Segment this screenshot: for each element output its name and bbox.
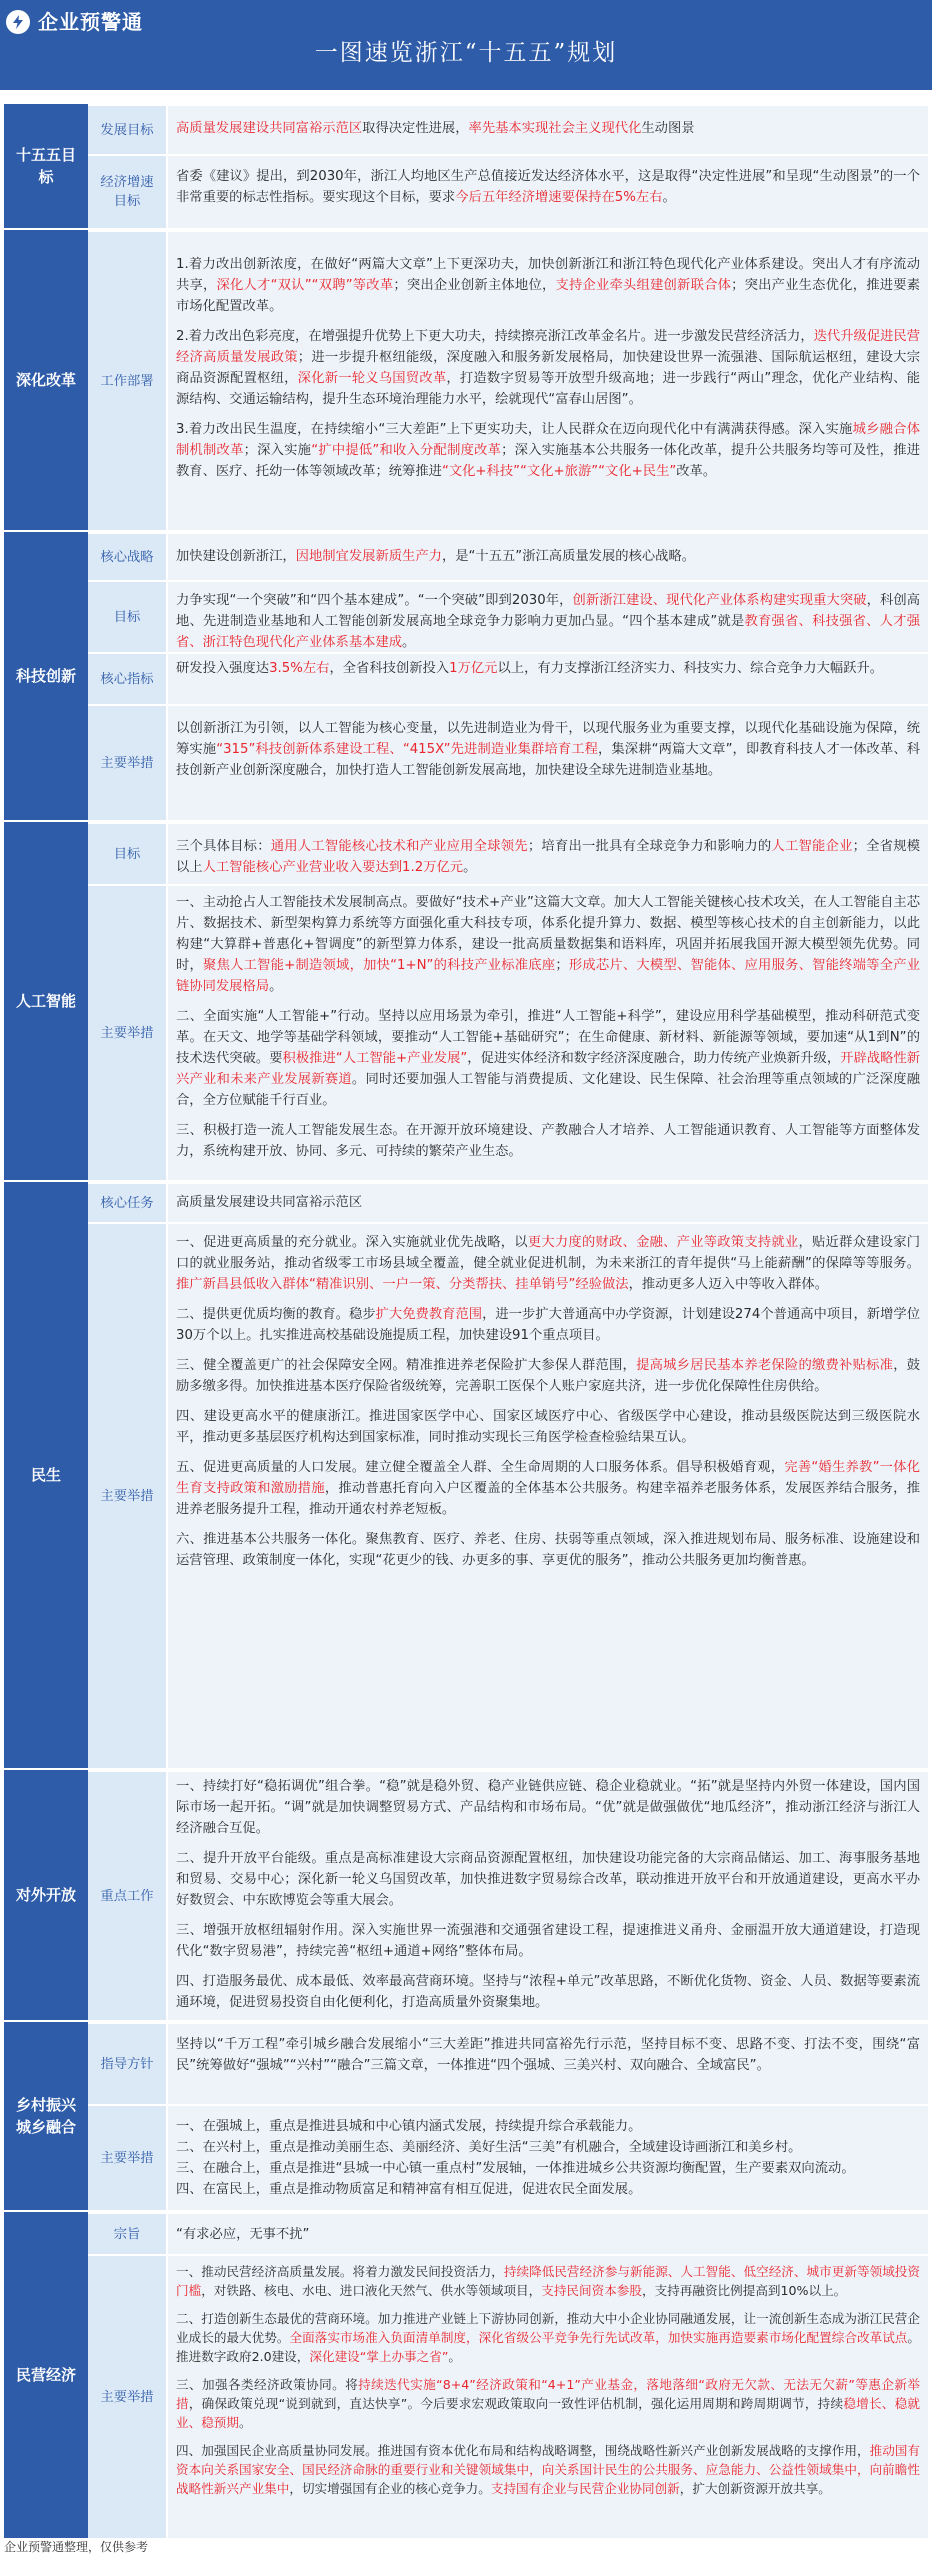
section-label: 十五五目标 <box>4 104 88 228</box>
row-content <box>168 582 928 652</box>
row-label: 主要举措 <box>88 886 168 1180</box>
body-text: 改革。 <box>676 464 717 479</box>
body-text: ，鼓励多缴多得。加快推进基本医疗保险省级统筹，完善职工医保个人账户家庭共济，进一步优化保障性住房供给。 <box>176 1358 921 1394</box>
paragraph <box>176 326 920 410</box>
paragraph <box>176 2309 920 2366</box>
body-text: 四、建设更高水平的健康浙江。推进国家医学中心、国家区域医疗中心、省级医学中心建设，推动县级医院达到三级医院水平，推动更多基层医疗机构达到国家标准，同时推动实现长三角医学检查检验结果互认。 <box>176 1409 920 1445</box>
paragraph <box>176 1776 920 1839</box>
body-text: ，是“十五五”浙江高质量发展的核心战略。 <box>441 549 696 564</box>
paragraph <box>176 1529 920 1571</box>
body-text: ，促进实体经济和数字经济深度融合，助力传统产业焕新升级， <box>467 1051 841 1066</box>
body-text: 。 <box>662 190 676 205</box>
body-text: 三、在融合上，重点是推进“县城一中心镇一重点村”发展轴，一体推进城乡公共资源均衡配置，生产要素双向流动。 <box>176 2161 855 2176</box>
body-text: 取得决定性进展， <box>362 121 469 136</box>
body-text: ，集深耕“两篇大文章”，即教育科技人才一体改革、科技创新产业创新深度融合，加快打造人工智能创新发展高地，加快建设全球先进制造业基地。 <box>176 742 921 778</box>
highlight-text: 提高城乡居民基本养老保险的缴费补贴标准 <box>636 1358 894 1373</box>
paragraph <box>176 2218 920 2245</box>
row-label: 核心战略 <box>88 534 168 580</box>
row-content <box>168 886 928 1180</box>
paragraph <box>176 1406 920 1448</box>
highlight-text: 支持企业牵头组建创新联合体 <box>555 278 732 293</box>
row-core-task <box>88 1182 928 1222</box>
row-core-strategy <box>88 532 928 580</box>
section-label: 乡村振兴城乡融合 <box>4 2022 88 2210</box>
row-content <box>168 1772 928 2020</box>
highlight-text: 人工智能核心产业营业收入要达到1.2万亿元 <box>202 860 464 875</box>
row-measures <box>88 2254 928 2538</box>
highlight-text: 高质量发展建设共同富裕示范区 <box>176 121 363 136</box>
highlight-text: 深化人才“双认”“双聘”等改革 <box>216 278 394 293</box>
highlight-text: “315”科技创新体系建设工程、“415X”先进制造业集群培育工程 <box>216 742 599 757</box>
body-text: 以上，有力支撑浙江经济实力、科技实力、综合竞争力大幅跃升。 <box>497 661 884 676</box>
highlight-text: 持续迭代实施“8+4”经济政策和“4+1”产业基金，落地落细“政府无欠款、无法无欠薪”等惠企新举措 <box>176 2377 920 2411</box>
body-text: 一、推动民营经济高质量发展。将着力激发民间投资活力， <box>176 2264 504 2279</box>
body-text: ，贴近群众建设家门口的就业服务站，推动省级零工市场县域全覆盖，健全就业促进机制，为未来浙江的青年提供“马上能薪酬”的保障等等服务。 <box>176 1235 921 1271</box>
body-text: ；突出企业创新主体地位， <box>393 278 556 293</box>
paragraph <box>176 254 920 317</box>
section-label: 民营经济 <box>4 2212 88 2538</box>
highlight-text: 开辟战略性新兴产业和未来产业发展新赛道 <box>176 1051 921 1087</box>
paragraph <box>176 1457 920 1520</box>
section-tech-innovation <box>4 532 928 820</box>
body-text: 生动图景 <box>641 121 695 136</box>
body-text: ；突出产业生态优化，推进要素市场化配置改革。 <box>176 278 921 314</box>
body-text: 坚持以“千万工程”牵引城乡融合发展缩小“三大差距”推进共同富裕先行示范，坚持目标不变、思路不变、打法不变，围绕“富民”统筹做好“强城”“兴村”“融合”三篇文章，一体推进“四个强城、三美兴村、双向融合、全域富民”。 <box>176 2037 920 2073</box>
paragraph <box>176 160 920 208</box>
section-label: 民生 <box>4 1182 88 1768</box>
highlight-text: 全面落实市场准入负面清单制度，深化省级公平竞争先行先试改革，加快实施再造要素市场化配置综合改革试点 <box>289 2330 908 2345</box>
row-measures <box>88 704 928 820</box>
body-text: 四、打造服务最优、成本最低、效率最高营商环境。坚持与“浓程+单元”改革思路，不断优化货物、资金、人员、数据等要素流通环境，促进贸易投资自由化便利化，打造高质量外资聚集地。 <box>176 1974 920 2010</box>
paragraph <box>176 2375 920 2432</box>
body-text: ； <box>555 958 569 973</box>
highlight-text: 3.5%左右 <box>269 661 330 676</box>
paragraph <box>176 1006 920 1111</box>
paragraph <box>176 2441 920 2498</box>
row-label: 主要举措 <box>88 2106 168 2210</box>
body-text: ；全省规模以上 <box>176 839 921 875</box>
body-text: 以创新浙江为引领，以人工智能为核心变量，以先进制造业为骨干，以现代服务业为重要支撑，以现代化基础设施为保障，统筹实施 <box>176 721 920 757</box>
row-label: 主要举措 <box>88 706 168 820</box>
highlight-text: 聚焦人工智能+制造领域，加快“1+N”的科技产业标准底座 <box>203 958 556 973</box>
row-development-goal <box>88 104 928 154</box>
body-text: ；深入实施基本公共服务一体化改革，提升公共服务均等可及性，推进教育、医疗、托幼一体等领域改革；统筹推进 <box>176 443 921 479</box>
row-target <box>88 580 928 652</box>
highlight-text: 扩大免费教育范围 <box>375 1307 483 1322</box>
highlight-text: 支持民间资本参股 <box>541 2283 642 2298</box>
highlight-text: 推广新昌县低收入群体“精准识别、一户一策、分类帮扶、挂单销号”经验做法 <box>176 1277 629 1292</box>
row-content <box>168 106 928 154</box>
paragraph <box>176 1971 920 2013</box>
body-text: 四、在富民上，重点是推动物质富足和精神富有相互促进，促进农民全面发展。 <box>176 2182 642 2197</box>
highlight-text: 推动国有资本向关系国家安全、国民经济命脉的重要行业和关键领域集中，向关系国计民生的公共服务、应急能力、公益性领域集中，向前瞻性战略性新兴产业集中 <box>176 2443 921 2496</box>
body-text: 一、持续打好“稳拓调优”组合拳。“稳”就是稳外贸、稳产业链供应链、稳企业稳就业。“拓”就是坚持内外贸一体建设，国内国际市场一起开拓。“调”就是加快调整贸易方式、产品结构和市场布局。“优”就是做强做优“地瓜经济”，推动浙江经济与浙江人经济融合互促。 <box>176 1779 920 1836</box>
highlight-text: 支持国有企业与民营企业协同创新 <box>490 2481 680 2496</box>
body-text: ，全省科技创新投入 <box>329 661 450 676</box>
body-text: ，支持再融资比例提高到10%以上。 <box>641 2283 847 2298</box>
paragraph <box>176 828 920 878</box>
row-label: 经济增速目标 <box>88 156 168 228</box>
body-text: 加快建设创新浙江， <box>176 549 296 564</box>
section-label: 科技创新 <box>4 532 88 820</box>
paragraph <box>176 1355 920 1397</box>
row-target <box>88 822 928 884</box>
page-header <box>0 0 932 90</box>
row-label: 核心任务 <box>88 1184 168 1222</box>
body-text: 力争实现“一个突破”和“四个基本建成”。“一个突破”即到2030年， <box>176 593 573 608</box>
body-text: ，打造数字贸易等开放型升级高地；进一步践行“两山”理念，优化产业结构、能源结构、交通运输结构，提升生态环境治理能力水平，绘就现代“富春山居图”。 <box>176 371 921 407</box>
body-text: ，扩大创新资源开放共享。 <box>679 2481 831 2496</box>
highlight-text: 教育强省、科技强省、人才强省、浙江特色现代化产业体系基本建成 <box>176 614 921 650</box>
body-text: 研发投入强度达 <box>176 661 270 676</box>
brand-name: 企业预警通 <box>38 9 143 34</box>
body-text: ，对铁路、核电、水电、进口液化天然气、供水等领域项目， <box>201 2283 542 2298</box>
row-label: 指导方针 <box>88 2024 168 2104</box>
body-text: ，切实增强国有企业的核心竞争力。 <box>289 2481 491 2496</box>
highlight-text: 深化建设“掌上办事之省” <box>309 2349 449 2364</box>
body-text: 二、提供更优质均衡的教育。稳步 <box>176 1307 376 1322</box>
section-reform <box>4 230 928 530</box>
row-content <box>168 1224 928 1768</box>
body-text: ；培育出一批具有全球竞争力和影响力的 <box>527 839 772 854</box>
body-text: ，确保政策兑现“说到就到，直达快享”。今后要求宏观政策取向一致性评估机制，强化运用周期和跨周期调节，持续 <box>188 2396 844 2411</box>
row-content <box>168 2256 928 2538</box>
row-content <box>168 1184 928 1222</box>
row-work-plan <box>88 230 928 530</box>
row-content <box>168 2214 928 2254</box>
body-text: 省委《建议》提出，到2030年，浙江人均地区生产总值接近发达经济体水平，这是取得“决定性进展”和呈现“生动图景”的一个非常重要的标志性指标。要实现这个目标，要求 <box>176 169 920 205</box>
row-content <box>168 2106 928 2210</box>
body-text: 。 <box>269 979 283 994</box>
brand-logo <box>6 8 143 36</box>
highlight-text: 创新浙江建设、现代化产业体系构建实现重大突破 <box>572 593 867 608</box>
body-text: 三个具体目标： <box>176 839 271 854</box>
body-text: 三、增强开放枢纽辐射作用。深入实施世界一流强港和交通强省建设工程，提速推进义甬舟、金丽温开放大通道建设，打造现代化“数字贸易港”，持续完善“枢纽+通道+网络”整体布局。 <box>176 1923 920 1959</box>
body-text: ；深入实施 <box>243 443 312 458</box>
row-guiding-principle <box>88 2022 928 2104</box>
highlight-text: 持续降低民营经济参与新能源、人工智能、低空经济、城市更新等领域投资门槛 <box>176 2264 921 2298</box>
body-text: 一、促进更高质量的充分就业。深入实施就业优先战略，以 <box>176 1235 528 1250</box>
body-text: ，推动普惠托育向入户区覆盖的全体基本公共服务。构建幸福养老服务体系，发展医养结合服务，推进养老服务提升工程，推动开通农村养老短板。 <box>176 1481 921 1517</box>
row-content <box>168 824 928 884</box>
row-content <box>168 534 928 580</box>
row-core-indicator <box>88 652 928 704</box>
section-goals <box>4 104 928 228</box>
body-text: 四、加强国民企业高质量协同发展。推进国有资本优化布局和结构战略调整，围绕战略性新兴产业创新发展战略的支撑作用， <box>176 2443 870 2458</box>
body-text: 一、主动抢占人工智能技术发展制高点。要做好“技术+产业”这篇大文章。加大人工智能关键核心技术攻关，在人工智能自主芯片、数据技术、新型架构算力系统等方面强化重大科技专项，体系化提升算力、数据、模型等核心技术的自主创新能力，以此构建“大算群+普惠化+智调度”的新型算力体系，建设一批高质量数据集和语料库，巩固并拓展我国开源大模型领先优势。同时， <box>176 895 920 973</box>
footer-note: 企业预警通整理，仅供参考 <box>4 2540 149 2554</box>
body-text: 六、推进基本公共服务一体化。聚焦教育、医疗、养老、住房、扶弱等重点领域，深入推进规划布局、服务标准、设施建设和运营管理、政策制度一体化，实现“花更少的钱、办更多的事、享更优的服务”，推动公共服务更加均衡普惠。 <box>176 1532 920 1568</box>
body-text: ，推动更多人迈入中等收入群体。 <box>628 1277 829 1292</box>
paragraph <box>176 658 920 679</box>
highlight-text: 人工智能企业 <box>771 839 853 854</box>
row-growth-target <box>88 154 928 228</box>
body-text: ，科创高地、先进制造业基地和人工智能创新发展高地全球竞争力影响力更加凸显。“四个基本建成”就是 <box>176 593 921 629</box>
highlight-text: 率先基本实现社会主义现代化 <box>468 121 642 136</box>
body-text: 。 <box>402 635 416 650</box>
body-text: 二、在兴村上，重点是推动美丽生态、美丽经济、美好生活“三美”有机融合，全域建设诗画浙江和美乡村。 <box>176 2140 802 2155</box>
highlight-text: 城乡融合体制机制改革 <box>176 422 921 458</box>
body-text: ，进一步扩大普通高中办学资源，计划建设274个普通高中项目，新增学位30万个以上。扎实推进高校基础设施提质工程，加快建设91个重点项目。 <box>176 1307 921 1343</box>
section-rural-revitalization <box>4 2022 928 2210</box>
highlight-text: “文化+科技”“文化+旅游”“文化+民生” <box>441 464 677 479</box>
row-content <box>168 232 928 530</box>
paragraph <box>176 2110 920 2200</box>
row-label: 宗旨 <box>88 2214 168 2254</box>
row-content <box>168 654 928 704</box>
row-label: 重点工作 <box>88 1772 168 2020</box>
body-text: 二、打造创新生态最优的营商环境。加力推进产业链上下游协同创新，推动大中小企业协同融通发展，让一流创新生态成为浙江民营企业成长的最大优势。 <box>176 2311 920 2345</box>
body-text: 3.着力改出民生温度，在持续缩小“三大差距”上下更实功夫，让人民群众在迈向现代化中有满满获得感。深入实施 <box>176 422 853 437</box>
highlight-text: 形成芯片、大模型、智能体、应用服务、智能终端等全产业链协同发展格局 <box>176 958 921 994</box>
body-text: 高质量发展建设共同富裕示范区 <box>176 1195 363 1210</box>
paragraph <box>176 2028 920 2076</box>
row-label: 目标 <box>88 582 168 652</box>
section-ai <box>4 822 928 1180</box>
row-label: 目标 <box>88 824 168 884</box>
row-label: 工作部署 <box>88 232 168 530</box>
section-label: 人工智能 <box>4 822 88 1180</box>
paragraph <box>176 586 920 653</box>
section-label: 深化改革 <box>4 230 88 530</box>
paragraph <box>176 419 920 482</box>
section-label: 对外开放 <box>4 1770 88 2020</box>
paragraph <box>176 1848 920 1911</box>
body-text: 。 <box>238 2415 252 2430</box>
paragraph <box>176 1232 920 1295</box>
body-text: 。 <box>463 860 477 875</box>
highlight-text: 因地制宜发展新质生产力 <box>295 549 442 564</box>
body-text: 。 <box>448 2349 461 2364</box>
highlight-text: 更大力度的财政、金融、产业等政策支持就业 <box>527 1235 799 1250</box>
highlight-text: 积极推进“人工智能+产业发展” <box>282 1051 468 1066</box>
row-content <box>168 156 928 228</box>
paragraph <box>176 1120 920 1162</box>
paragraph <box>176 710 920 781</box>
lightning-bolt-icon <box>6 10 30 34</box>
body-text: 。推进数字政府2.0建设， <box>176 2330 921 2364</box>
paragraph <box>176 1920 920 1962</box>
body-text: 1.着力改出创新浓度，在做好“两篇大文章”上下更深功夫，加快创新浙江和浙江特色现代化产业体系建设。突出人才有序流动共享， <box>176 257 920 293</box>
row-content <box>168 706 928 820</box>
section-opening-up <box>4 1770 928 2020</box>
highlight-text: 通用人工智能核心技术和产业应用全球领先 <box>270 839 528 854</box>
highlight-text: 深化新一轮义乌国贸改革 <box>297 371 447 386</box>
body-text: 三、健全覆盖更广的社会保障安全网。精准推进养老保险扩大参保人群范围， <box>176 1358 637 1373</box>
row-content <box>168 2024 928 2104</box>
row-measures <box>88 884 928 1180</box>
row-key-work <box>88 1770 928 2020</box>
body-text: 二、提升开放平台能级。重点是高标准建设大宗商品资源配置枢纽，加快建设功能完备的大宗商品储运、加工、海事服务基地和贸易、交易中心；深化新一轮义乌国贸改革，加快推进数字贸易综合改革，联动推进开放平台和开放通道建设，更高水平办好数贸会、中东欧博览会等重大展会。 <box>176 1851 920 1908</box>
body-text: 一、在强城上，重点是推进县城和中心镇内涵式发展，持续提升综合承载能力。 <box>176 2119 642 2134</box>
highlight-text: 稳增长、稳就业、稳预期 <box>176 2396 921 2430</box>
highlight-text: 完善“婚生养教”一体化生育支持政策和激励措施 <box>176 1460 921 1496</box>
row-label: 主要举措 <box>88 1224 168 1768</box>
body-text: 五、促进更高质量的人口发展。建立健全覆盖全人群、全生命周期的人口服务体系。倡导积极婚育观， <box>176 1460 785 1475</box>
paragraph <box>176 2262 920 2300</box>
page-title: 一图速览浙江“十五五”规划 <box>314 40 618 66</box>
row-label: 主要举措 <box>88 2256 168 2538</box>
section-livelihood <box>4 1182 928 1768</box>
row-measures <box>88 1222 928 1768</box>
section-private-economy <box>4 2212 928 2538</box>
body-text: “有求必应，无事不扰” <box>176 2227 310 2242</box>
body-text: 。同时还要加强人工智能与消费提质、文化建设、民生保障、社会治理等重点领域的广泛深度融合，全方位赋能千行百业。 <box>176 1072 921 1108</box>
body-text: 二、全面实施“人工智能+”行动。坚持以应用场景为牵引，推进“人工智能+科学”，建设应用科学基础模型，推动科研范式变革。在天文、地学等基础学科领域，要推动“人工智能+基础研究”；在生命健康、新材料、新能源等领域，要加速“从1到N”的技术迭代突破。要 <box>176 1009 920 1066</box>
body-text: ；进一步提升枢纽能级，深度融入和服务新发展格局，加快建设世界一流强港、国际航运枢纽，建设大宗商品资源配置枢纽， <box>176 350 921 386</box>
row-measures <box>88 2104 928 2210</box>
highlight-text: 1万亿元 <box>449 661 498 676</box>
highlight-text: 迭代升级促进民营经济高质量发展政策 <box>176 329 921 365</box>
row-tenet <box>88 2212 928 2254</box>
body-text: 三、加强各类经济政策协同。将 <box>176 2377 359 2392</box>
body-text: 2.着力改出色彩亮度，在增强提升优势上下更大功夫，持续擦亮浙江改革金名片。进一步激发民营经济活力， <box>176 329 814 344</box>
highlight-text: 今后五年经济增速要保持在5%左右 <box>455 190 663 205</box>
highlight-text: “扩中提低”和收入分配制度改革 <box>311 443 502 458</box>
row-label: 发展目标 <box>88 106 168 154</box>
paragraph <box>176 1304 920 1346</box>
paragraph <box>176 1188 920 1213</box>
body-text: 三、积极打造一流人工智能发展生态。在开源开放环境建设、产教融合人才培养、人工智能通识教育、人工智能等方面整体发力，系统构建开放、协同、多元、可持续的繁荣产业生态。 <box>176 1123 920 1159</box>
paragraph <box>176 110 920 139</box>
row-label: 核心指标 <box>88 654 168 704</box>
paragraph <box>176 892 920 997</box>
paragraph <box>176 538 920 567</box>
